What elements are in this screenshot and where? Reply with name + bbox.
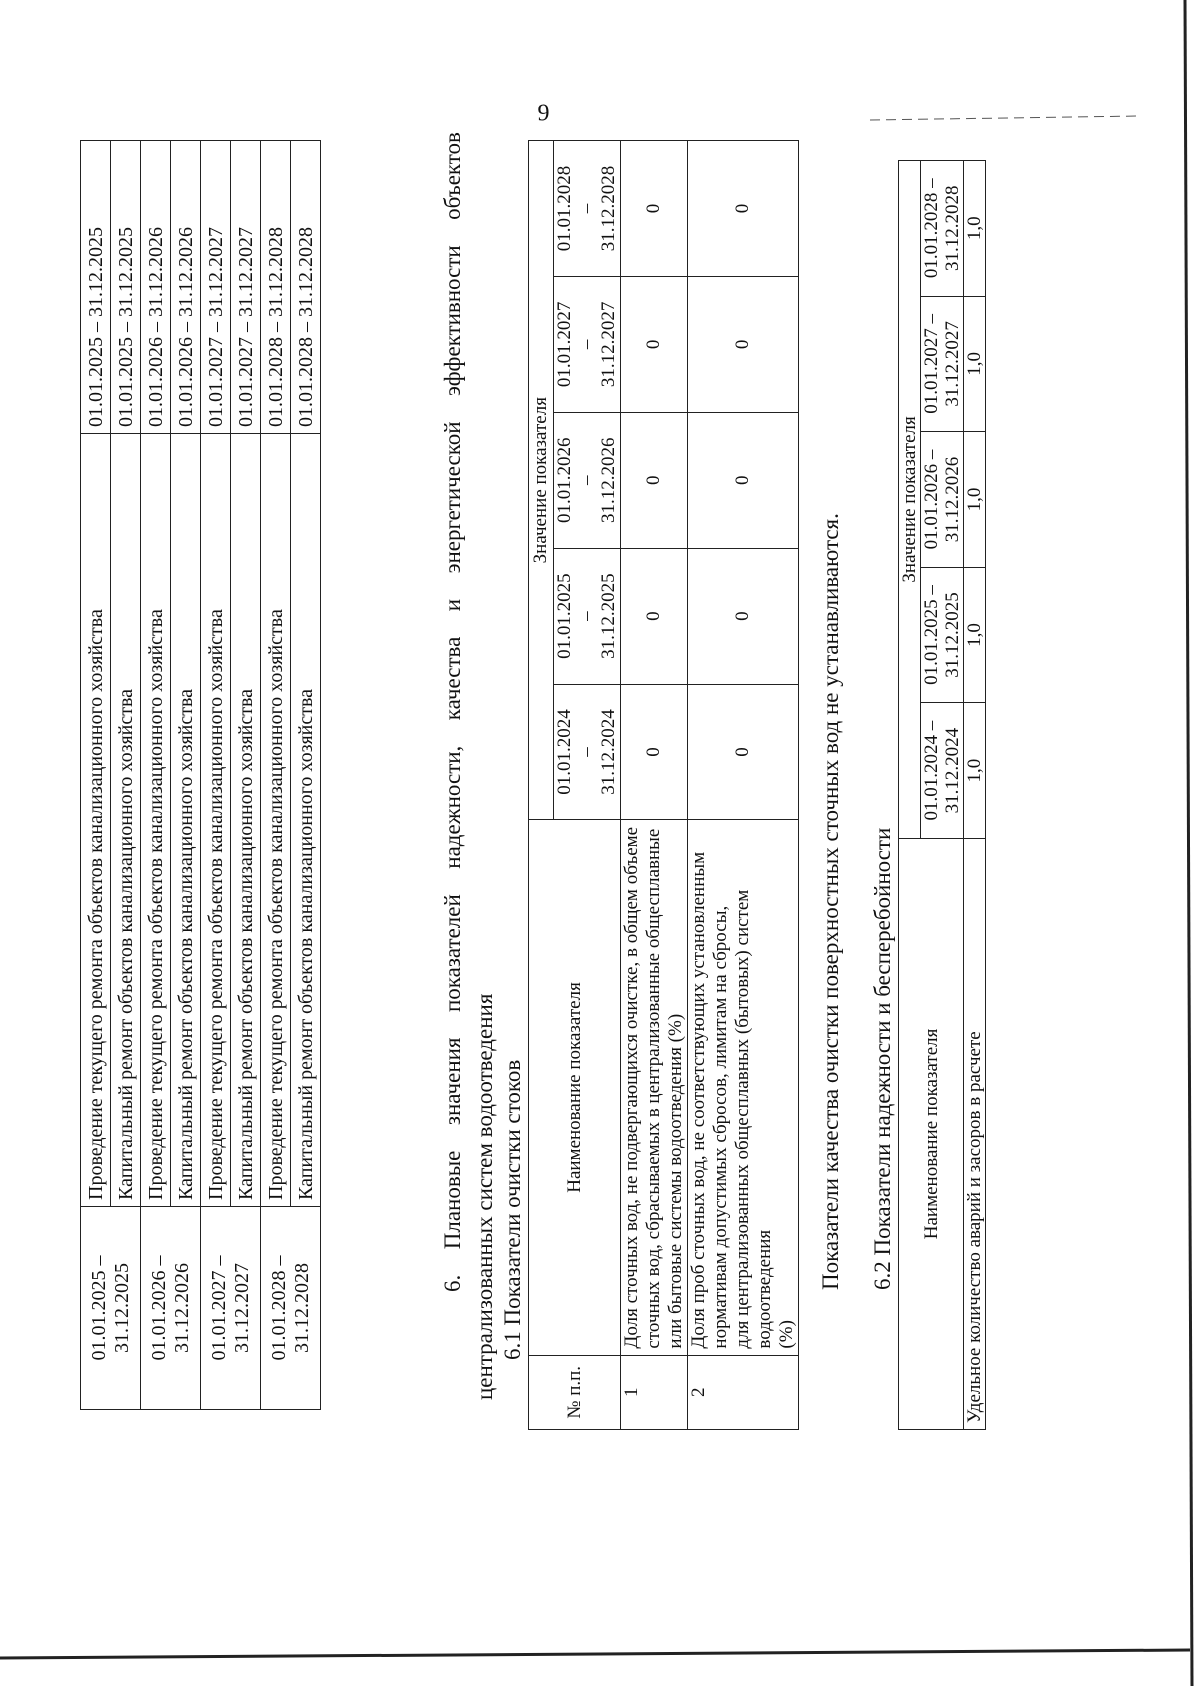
period-dash: –: [576, 339, 597, 350]
period-dash: –: [576, 747, 597, 757]
activity-range: 01.01.2028 – 31.12.2028: [261, 141, 291, 434]
activity-range: 01.01.2027 – 31.12.2027: [231, 141, 261, 434]
indicator-line: Доля сточных вод, не подвергающихся очистке, в общем объеме: [621, 826, 642, 1349]
page-number: 9: [537, 100, 550, 127]
period-start: 01.01.2028 –: [267, 1255, 290, 1361]
period-start: 01.01.2025 –: [87, 1255, 110, 1361]
title-word: Плановые: [440, 1150, 465, 1250]
row-number: 2: [688, 1355, 799, 1429]
period-start: 01.01.2028: [554, 165, 575, 252]
indicator-value: 1,0: [964, 161, 986, 297]
indicator-value: 0: [688, 141, 799, 277]
title-word: надежности,: [440, 745, 465, 869]
period-end: 31.12.2026: [942, 456, 963, 543]
section-number: 6.: [440, 1274, 465, 1292]
title-word: показателей: [440, 894, 465, 1012]
activity-name: Проведение текущего ремонта объектов канализационного хозяйства: [261, 434, 291, 1207]
period-end: 31.12.2025: [942, 592, 963, 678]
indicator-value: 1,0: [964, 703, 986, 839]
wastewater-quality-table: [528, 140, 799, 1430]
activity-period: [201, 1207, 261, 1410]
row-number: 1: [621, 1355, 688, 1429]
row-indicator-name: [621, 820, 688, 1355]
period-start: 01.01.2026: [554, 437, 575, 523]
subsection-6-1-title: 6.1 Показатели очистки стоков: [500, 1059, 525, 1360]
period-header: [921, 432, 964, 568]
period-end: 31.12.2027: [942, 321, 963, 407]
period-end: 31.12.2028: [598, 165, 619, 252]
period-header: [554, 412, 621, 548]
surface-wastewater-note: Показатели качества очистки поверхностных сточных вод не устанавливаются.: [818, 513, 843, 1290]
period-start: 01.01.2026 –: [147, 1255, 170, 1361]
indicator-value: 0: [688, 276, 799, 412]
indicator-value: 0: [621, 412, 688, 548]
indicator-value: 0: [621, 548, 688, 684]
period-header: [921, 567, 964, 703]
period-start: 01.01.2024: [554, 709, 575, 795]
period-start: 01.01.2027 –: [921, 314, 942, 414]
indicator-line: сточных вод, сбрасываемых в централизованные общесплавные: [643, 828, 664, 1349]
activity-period: [261, 1207, 321, 1410]
activity-period: [81, 1207, 141, 1410]
title-word: энергетической: [440, 421, 465, 574]
period-header: [554, 684, 621, 820]
period-start: 01.01.2028 –: [921, 178, 942, 279]
indicator-line: для централизованных общесплавных (бытовых) систем водоотведения: [732, 889, 775, 1349]
period-start: 01.01.2024 –: [921, 720, 942, 821]
period-start: 01.01.2025 –: [921, 585, 942, 685]
activity-range: 01.01.2026 – 31.12.2026: [171, 141, 201, 434]
activity-period: [141, 1207, 201, 1410]
subsection-6-2-title: 6.2 Показатели надежности и бесперебойности: [870, 827, 895, 1290]
rotated-page: [60, 70, 1110, 1530]
indicator-line: (%): [776, 1320, 797, 1349]
col-value-header: Значение показателя: [529, 141, 554, 820]
indicator-value: 0: [621, 141, 688, 277]
period-header: [554, 548, 621, 684]
activity-row: [81, 141, 111, 1410]
period-end: 31.12.2024: [942, 727, 963, 814]
col-value-header: Значение показателя: [899, 161, 921, 839]
indicator-value: 0: [621, 276, 688, 412]
activity-name: Капитальный ремонт объектов канализационного хозяйства: [171, 434, 201, 1207]
indicator-value: 0: [688, 548, 799, 684]
indicator-value: 1,0: [964, 432, 986, 568]
activity-row: [201, 141, 231, 1410]
indicator-value: 1,0: [964, 296, 986, 432]
col-name-header: Наименование показателя: [529, 820, 621, 1355]
activity-name: Проведение текущего ремонта объектов канализационного хозяйства: [81, 434, 111, 1207]
reliability-row: [964, 161, 986, 1430]
indicator-line: или бытовые системы водоотведения (%): [665, 1013, 686, 1349]
section6-title: [440, 132, 466, 1292]
period-end: 31.12.2027: [230, 1263, 253, 1353]
period-end: 31.12.2027: [598, 301, 619, 388]
activity-range: 01.01.2025 – 31.12.2025: [111, 141, 141, 434]
reliability-header-row: [899, 161, 921, 1430]
period-start: 01.01.2025: [554, 573, 575, 659]
reliability-table: [898, 160, 986, 1430]
period-start: 01.01.2027 –: [207, 1255, 230, 1361]
period-end: 31.12.2026: [170, 1263, 193, 1353]
col-number-header: № п.п.: [529, 1355, 621, 1429]
period-header: [554, 276, 621, 412]
period-end: 31.12.2028: [290, 1263, 313, 1353]
activity-row: [141, 141, 171, 1410]
title-word: качества: [440, 636, 465, 721]
period-header: [554, 141, 621, 277]
period-header: [921, 296, 964, 432]
page-content: [60, 70, 1110, 1530]
reliability-body: [899, 161, 986, 1430]
period-end: 31.12.2025: [598, 573, 619, 659]
indicator-line: Доля проб сточных вод, не соответствующих установленным: [688, 851, 709, 1349]
title-word: значения: [440, 1037, 465, 1126]
quality-body: [529, 141, 799, 1430]
activity-range: 01.01.2027 – 31.12.2027: [201, 141, 231, 434]
activity-name: Капитальный ремонт объектов канализационного хозяйства: [231, 434, 261, 1207]
section6-title-line2: централизованных систем водоотведения: [472, 993, 497, 1400]
activity-name: Проведение текущего ремонта объектов канализационного хозяйства: [141, 434, 171, 1207]
indicator-line: нормативам допустимых сбросов, лимитам на сбросы,: [710, 905, 731, 1349]
activities-body: [81, 141, 321, 1410]
quality-header-row: [529, 141, 554, 1430]
row-indicator-name: Удельное количество аварий и засоров в расчете: [964, 838, 986, 1429]
period-end: 31.12.2026: [598, 437, 619, 523]
indicator-value: 0: [688, 412, 799, 548]
period-start: 01.01.2027: [554, 301, 575, 388]
period-dash: –: [576, 203, 597, 214]
quality-row: [688, 141, 799, 1430]
period-end: 31.12.2025: [110, 1263, 133, 1353]
period-dash: –: [576, 475, 597, 485]
activity-range: 01.01.2028 – 31.12.2028: [291, 141, 321, 434]
activities-table: [80, 140, 321, 1410]
activity-name: Капитальный ремонт объектов канализационного хозяйства: [111, 434, 141, 1207]
title-word: и: [440, 598, 465, 612]
indicator-value: 1,0: [964, 567, 986, 703]
period-end: 31.12.2028: [942, 185, 963, 272]
indicator-value: 0: [688, 684, 799, 820]
period-end: 31.12.2024: [598, 709, 619, 795]
period-header: [921, 703, 964, 839]
indicator-value: 0: [621, 684, 688, 820]
period-header: [921, 161, 964, 297]
activity-row: [261, 141, 291, 1410]
row-indicator-name: [688, 820, 799, 1355]
period-start: 01.01.2026 –: [921, 449, 942, 550]
title-word: объектов: [440, 132, 465, 220]
activity-range: 01.01.2025 – 31.12.2025: [81, 141, 111, 434]
quality-row: [621, 141, 688, 1430]
title-word: эффективности: [440, 245, 465, 396]
activity-range: 01.01.2026 – 31.12.2026: [141, 141, 171, 434]
activity-name: Капитальный ремонт объектов канализационного хозяйства: [291, 434, 321, 1207]
col-name-header: Наименование показателя: [899, 838, 964, 1429]
activity-name: Проведение текущего ремонта объектов канализационного хозяйства: [201, 434, 231, 1207]
period-dash: –: [576, 611, 597, 621]
